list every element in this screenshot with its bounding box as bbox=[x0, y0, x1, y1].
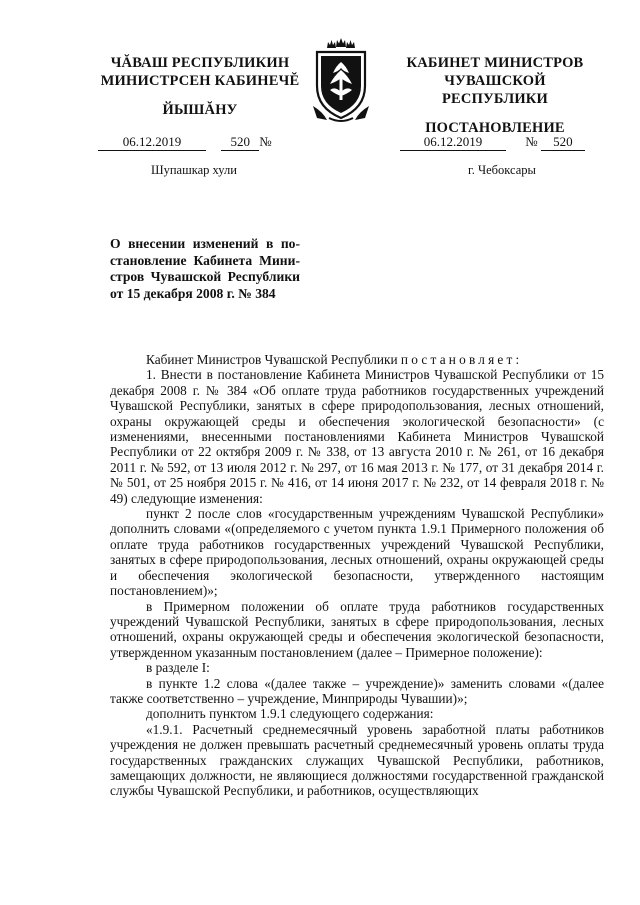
date-right: 06.12.2019 bbox=[400, 134, 506, 151]
document-body bbox=[110, 352, 604, 799]
number-left: 520 bbox=[221, 134, 259, 151]
date-left: 06.12.2019 bbox=[98, 134, 206, 151]
subject-line: от 15 декабря 2008 г. № 384 bbox=[110, 285, 276, 301]
body-paragraph: в пункте 1.2 слова «(далее также – учреждение)» заменить словами «(далее также соответственно – учреждение, Минприроды Чувашии)»; bbox=[110, 675, 604, 706]
subject-line: О внесении изменений в по- bbox=[110, 236, 300, 251]
subject-line: становление Кабинета Мини- bbox=[110, 252, 300, 268]
intro-prefix: Кабинет Министров Чувашской Республики bbox=[146, 352, 401, 367]
body-paragraph: 1. Внести в постановление Кабинета Министров Чувашской Республики от 15 декабря 2008 г. № 384 «Об оплате труда работников государственных учреждений Чувашской Республики, занятых в сфере природопользования, лесных отношений, охраны окружающей среды и обеспечения экологической безопасности» (с изменениями, внесенными постановлениями Кабинета Министров Чувашской Республики от 22 октября 2009 г. № 338, от 13 августа 2010 г. № 261, от 16 декабря 2011 г. № 592, от 13 июля 2012 г. № 297, от 16 мая 2013 г. № 177, от 31 декабря 2014 г. № 501, от 25 ноября 2015 г. № 416, от 14 июня 2017 г. № 232, от 14 февраля 2018 г. № 49) следующие изменения: bbox=[110, 367, 604, 506]
header-left-block bbox=[80, 54, 320, 119]
document-subject bbox=[110, 236, 300, 302]
header-left-line2: МИНИСТРСЕН КАБИНЕЧĔ bbox=[100, 73, 300, 89]
dateline-right bbox=[400, 134, 600, 151]
header-left-doc-type: ЙЫШĂНУ bbox=[162, 102, 238, 118]
city-right: г. Чебоксары bbox=[468, 163, 536, 177]
dateline-left bbox=[98, 134, 310, 151]
header-left-line1: ЧĂВАШ РЕСПУБЛИКИН bbox=[110, 55, 290, 71]
body-paragraph: «1.9.1. Расчетный среднемесячный уровень заработной платы работников учреждения не должен превышать расчетный среднемесячный уровень оплаты труда государственных гражданских служащих Чувашской Республики, работников, замещающих должности, не являющиеся должностями государственной гражданской службы Чувашской Республики, и работников, осуществляющих bbox=[110, 721, 604, 799]
header-right-line1: КАБИНЕТ МИНИСТРОВ bbox=[406, 55, 584, 71]
intro-verb: постановляет: bbox=[400, 352, 523, 367]
number-right: 520 bbox=[541, 134, 585, 151]
number-sign-right: № bbox=[525, 134, 538, 149]
intro-paragraph bbox=[110, 352, 604, 367]
subject-line: стров Чувашской Республики bbox=[110, 269, 300, 284]
header-right-doc-type: ПОСТАНОВЛЕНИЕ bbox=[425, 120, 565, 136]
body-paragraph: в разделе I: bbox=[146, 660, 210, 676]
number-sign-left: № bbox=[259, 134, 272, 149]
body-paragraph: дополнить пунктом 1.9.1 следующего содержания: bbox=[146, 706, 434, 722]
body-paragraph: пункт 2 после слов «государственным учреждениям Чувашской Республики» дополнить словами «(определяемого с учетом пункта 1.9.1 Примерного положения об оплате труда работников государственных учреждений Чувашской Республики, занятых в сфере природопользования, лесных отношений, охраны окружающей среды и обеспечения экологической безопасности, утвержденного настоящим постановлением)»; bbox=[110, 506, 604, 599]
body-paragraph: в Примерном положении об оплате труда работников государственных учреждений Чувашской Республики, занятых в сфере природопользования, лесных отношений, охраны окружающей среды и обеспечения экологической безопасности, утвержденном указанным постановлением (далее – Примерное положение): bbox=[110, 598, 604, 660]
header-right-line2: ЧУВАШСКОЙ РЕСПУБЛИКИ bbox=[441, 73, 549, 107]
city-left: Шупашкар хули bbox=[151, 163, 237, 177]
header-right-block bbox=[390, 54, 600, 137]
coat-of-arms-icon bbox=[303, 38, 379, 124]
